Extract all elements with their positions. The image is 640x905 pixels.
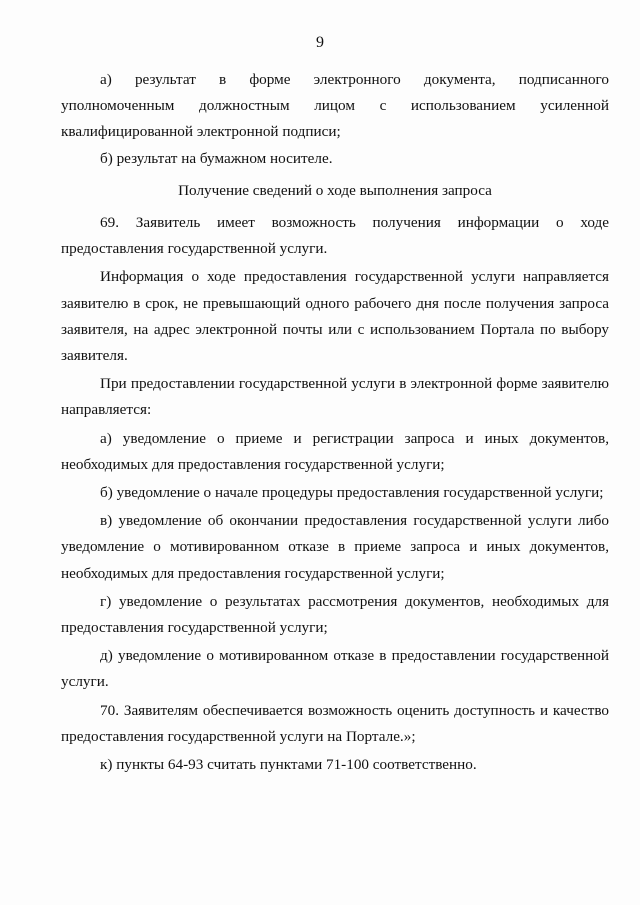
paragraph-70: 70. Заявителям обеспечивается возможность оценить доступность и качество предоставления государственной услуги на Портале.»; [61,701,609,745]
paragraph-result-paper: б) результат на бумажном носителе. [100,149,333,167]
paragraph-notifications-intro: При предоставлении государственной услуги в электронной форме заявителю направляется: [61,375,609,419]
paragraph-result-electronic: а) результат в форме электронного документа, подписанного уполномоченным должностным лицом с использованием усиленной квалифицированной электронной подписи; [61,71,609,141]
paragraph-k: к) пункты 64-93 считать пунктами 71-100 соответственно. [100,756,477,774]
paragraph-69: 69. Заявитель имеет возможность получения информации о ходе предоставления государственной услуги. [61,214,609,258]
page-number: 9 [316,34,324,51]
section-heading: Получение сведений о ходе выполнения запроса [178,181,492,199]
list-item-b: б) уведомление о начале процедуры предоставления государственной услуги; [100,484,604,502]
document-body [61,67,609,778]
list-item-a: а) уведомление о приеме и регистрации запроса и иных документов, необходимых для предоставления государственной услуги; [61,429,609,473]
list-item-v: в) уведомление об окончании предоставления государственной услуги либо уведомление о мотивированном отказе в приеме запроса и иных документов, необходимых для предоставления государственной услуги; [61,512,609,582]
paragraph-info-timing: Информация о ходе предоставления государственной услуги направляется заявителю в срок, не превышающий одного рабочего дня после получения запроса заявителя, на адрес электронной почты или с использованием Портала по выбору заявителя. [61,268,609,365]
list-item-g: г) уведомление о результатах рассмотрения документов, необходимых для предоставления государственной услуги; [61,592,609,637]
list-item-d: д) уведомление о мотивированном отказе в предоставлении государственной услуги. [61,647,609,691]
